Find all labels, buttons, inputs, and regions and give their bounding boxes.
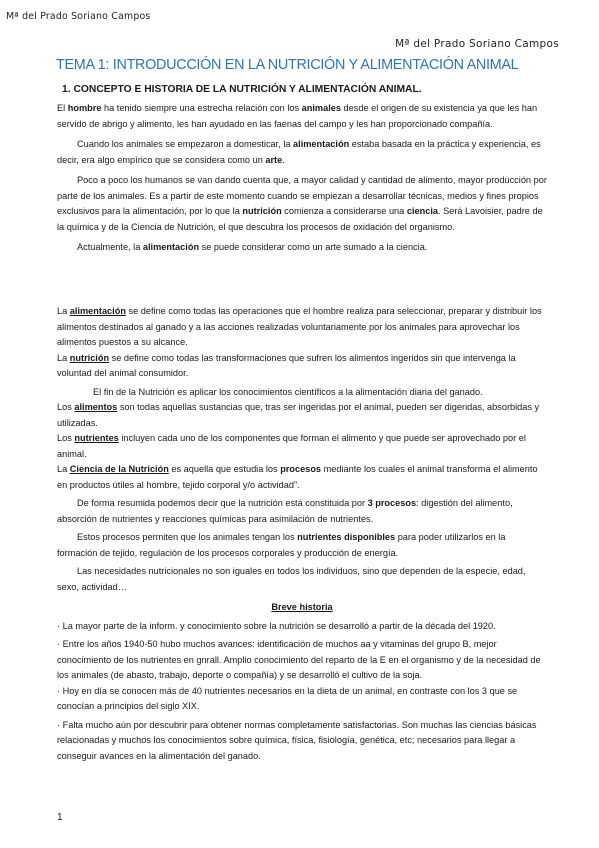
paragraph-three-processes: De forma resumida podemos decir que la nutrición está constituida por 3 procesos: digestión del alimento, absorción de nutrientes y reacciones químicas para asimilación de nutrientes. <box>57 498 513 524</box>
corner-author-label: Mª del Prado Soriano Campos <box>6 11 151 22</box>
definition-alimentacion: La alimentación se define como todas las operaciones que el hombre realiza para seleccionar, preparar y distribuir los alimentos destinados al ganado y a las acciones realizadas voluntariamente por los animales para aprovechar los alimentos puestos a su alcance. <box>57 306 542 347</box>
paragraph-art-science: Actualmente, la alimentación se puede considerar como un arte sumado a la ciencia. <box>77 242 428 252</box>
paragraph-science: Poco a poco los humanos se van dando cuenta que, a mayor calidad y cantidad de alimento, mayor producción por parte de los animales. Es a partir de este momento cuando se empiezan a desarrollar técnicas, medios y fines propios exclusivos para la alimentación, por lo que la nutrición comienza a considerarse una ciencia. Será Lavoisier, padre de la química y de la Ciencia de Nutrición, el que descubra los procesos de oxidación del organismo. <box>57 175 547 232</box>
section-heading: 1. CONCEPTO E HISTORIA DE LA NUTRICIÓN Y ALIMENTACIÓN ANIMAL. <box>62 84 422 95</box>
history-item: · La mayor parte de la inform. y conocimiento sobre la nutrición se desarrolló a partir de la década del 1920. <box>57 620 496 631</box>
definitions-block <box>57 304 547 764</box>
history-item: · Entre los años 1940-50 hubo muchos avances: identificación de muchos aa y vitaminas del grupo B, mejor conocimiento de los nutrientes en gnrall. Amplio conocimiento del reparto de la E en el organismo y de la necesidad de los animales (de abasto, trabajo, deporte o compañía) y se desarrolló el cultivo de la soja. <box>57 639 541 680</box>
paragraph-domestication: Cuando los animales se empezaron a domesticar, la alimentación estaba basada en la práctica y experiencia, es decir, era algo empírico que se considera como un arte. <box>57 139 541 165</box>
paragraph-needs: Las necesidades nutricionales no son iguales en todos los individuos, sino que dependen de la especie, edad, sexo, actividad… <box>57 566 526 592</box>
definition-alimentos: Los alimentos son todas aquellas sustancias que, tras ser ingeridas por el animal, pueden ser digeridas, absorbidas y utilizadas. <box>57 402 540 428</box>
definition-ciencia-nutricion: La Ciencia de la Nutrición es aquella que estudia los procesos mediante los cuales el animal transforma el alimento en productos útiles al hombre, tejido corporal y/o actividad”. <box>57 464 538 490</box>
page-header-author: Mª del Prado Soriano Campos <box>395 38 559 50</box>
definition-nutricion: La nutrición se define como todas las transformaciones que sufren los alimentos ingeridos sin que intervenga la voluntad del animal consumidor. <box>57 352 516 378</box>
history-item: · Falta mucho aún por descubrir para obtener normas completamente satisfactorias. Son muchas las ciencias básicas relacionadas y muchos los conocimientos sobre química, física, fisiología, genética, etc; necesarios para llegar a conseguir avances en la alimentación del ganado. <box>57 719 537 761</box>
page-number: 1 <box>57 812 63 823</box>
paragraph-nutrition-goal: El fin de la Nutrición es aplicar los conocimientos científicos a la alimentación diaria del ganado. <box>93 386 483 397</box>
history-item: · Hoy en día se conocen más de 40 nutrientes necesarios en la dieta de un animal, en contraste con los 3 que se conocían a principios del siglo XIX. <box>57 685 518 711</box>
definition-nutrientes: Los nutrientes incluyen cada uno de los componentes que forman el alimento y que puede ser aprovechado por el animal. <box>57 433 526 459</box>
intro-block <box>57 101 547 256</box>
paragraph-available-nutrients: Estos procesos permiten que los animales tengan los nutrientes disponibles para poder utilizarlos en la formación de tejido, regulación de los procesos corporales y producción de energía. <box>57 532 506 558</box>
document-title: TEMA 1: INTRODUCCIÓN EN LA NUTRICIÓN Y ALIMENTACIÓN ANIMAL <box>56 57 519 73</box>
paragraph-origin: El hombre ha tenido siempre una estrecha relación con los animales desde el origen de su existencia ya que les han servido de abrigo y alimento, les han ayudado en las faenas del campo y les han proporcionado compañía. <box>57 103 538 129</box>
history-heading: Breve historia <box>271 602 333 612</box>
